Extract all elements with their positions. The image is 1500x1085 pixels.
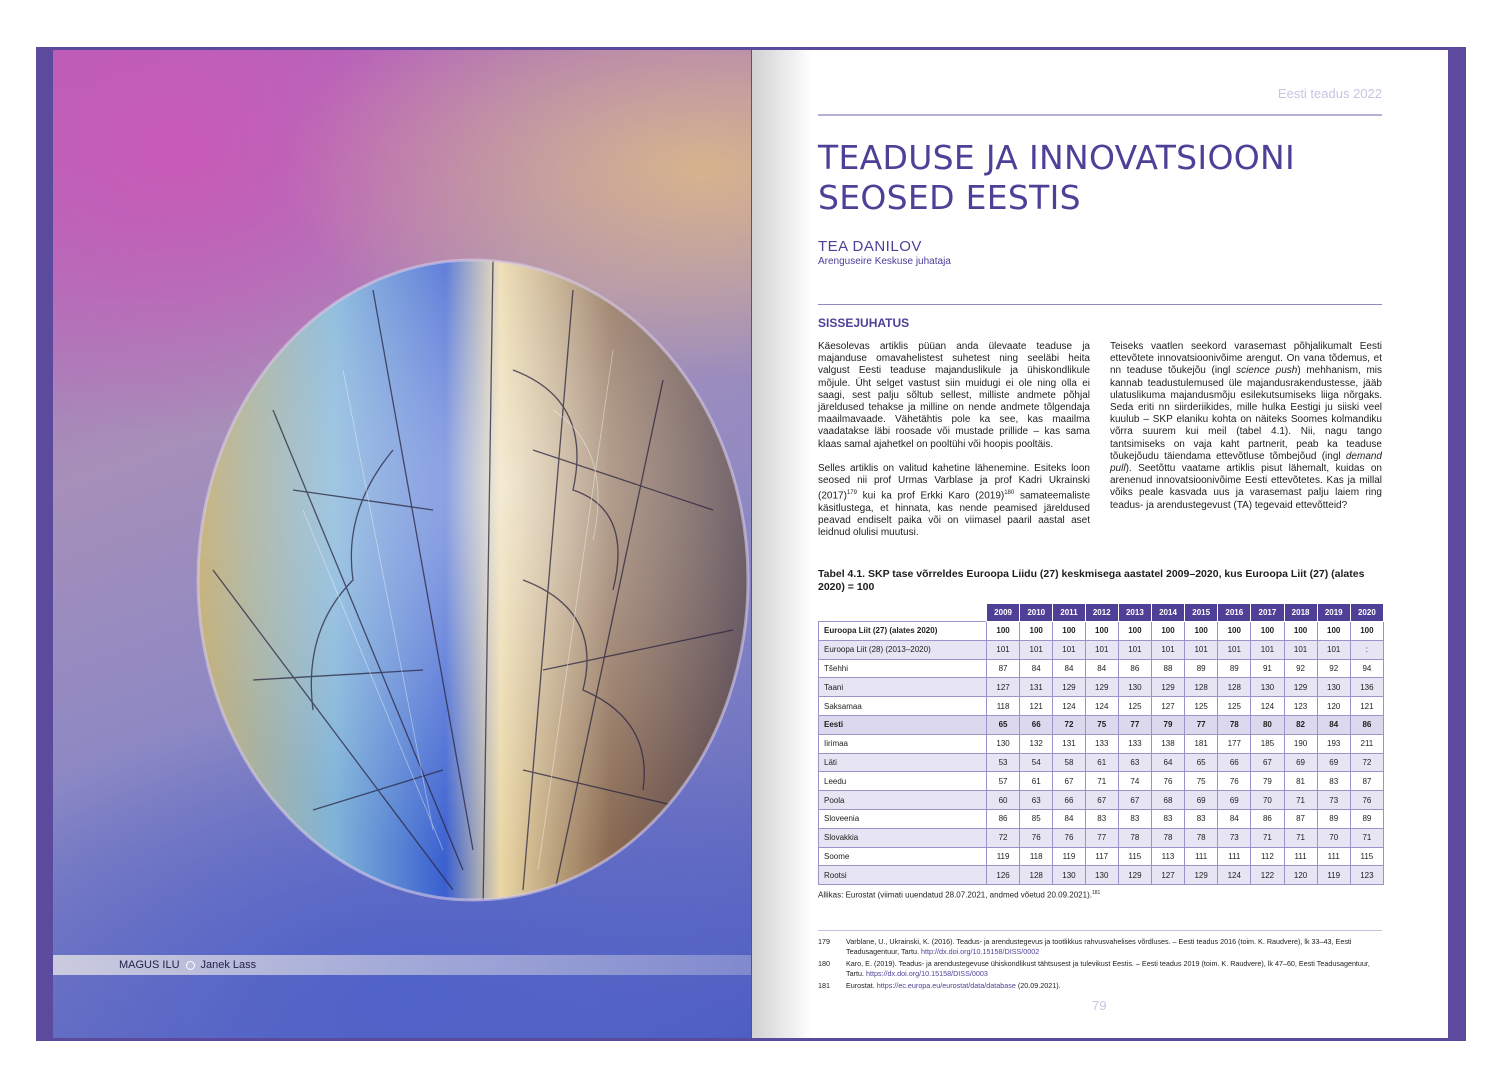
- table-cell: 190: [1284, 734, 1317, 753]
- table-cell: 122: [1251, 866, 1284, 885]
- footnote-tail: (20.09.2021).: [1015, 981, 1061, 990]
- footnote-ref: 181: [1091, 890, 1101, 896]
- table-cell: 130: [1251, 678, 1284, 697]
- paragraph: [818, 463, 1090, 540]
- table-cell: 119: [1317, 866, 1350, 885]
- footnote-body: Eurostat.: [846, 981, 877, 990]
- header-corner: [819, 604, 987, 622]
- row-label: Taani: [819, 678, 987, 697]
- table-cell: 91: [1251, 659, 1284, 678]
- footnote: [818, 981, 1384, 991]
- table-cell: 101: [987, 640, 1020, 659]
- table-cell: 128: [1020, 866, 1053, 885]
- table-cell: 84: [1085, 659, 1118, 678]
- table-cell: 115: [1350, 847, 1383, 866]
- table-cell: 125: [1118, 697, 1151, 716]
- table-cell: 101: [1053, 640, 1085, 659]
- text-column-left: [818, 341, 1090, 551]
- source-text: Allikas: Eurostat (viimati uuendatud 28.07.2021, andmed võetud 20.09.2021).: [818, 890, 1092, 900]
- table-cell: 67: [1085, 791, 1118, 810]
- table-cell: 111: [1218, 847, 1251, 866]
- source-note: [818, 890, 1100, 900]
- table-cell: 77: [1118, 715, 1151, 734]
- text-run: Selles artiklis on valitud kahetine lähenemine. Esiteks loon seosed nii prof Urmas Varblase ja prof Kadri Ukrainski (2017): [818, 462, 1090, 502]
- paragraph: Käesolevas artiklis püüan anda ülevaate teaduse ja majanduse omavahelistest suhetest ning seeläbi heita valgust Eesti teaduse majanduslikule ja ühiskondlikule mõjule. Üht selget vastust siin muidugi ei ole ning olla ei saagi, sest palju sõltub sellest, milliste andmete põhjal järeldused tehakse ja milline on nende andmete tõlgendaja maailmavaade. Vähetähtis pole ka see, kas maailma vaadatakse läbi roosade või mustade prillide – kas sama klaas samal ajahetkel on pooltühi või hoopis pooltäis.: [818, 341, 1090, 450]
- column-header-2010: 2010: [1020, 604, 1053, 622]
- photo-caption: [53, 955, 751, 975]
- table-cell: 100: [1284, 622, 1317, 641]
- row-label: Saksamaa: [819, 697, 987, 716]
- italic-term: demand pull: [1110, 450, 1382, 475]
- table-cell: 100: [1251, 622, 1284, 641]
- text-run: samateemaliste käsitlustega, et hinnata, kas nende peamised järeldused peavad endiselt paika või on viimasel paaril aastal aset leidnud olulisi muutusi.: [818, 490, 1091, 539]
- column-header-2018: 2018: [1284, 604, 1317, 622]
- table-cell: 58: [1053, 753, 1085, 772]
- table-cell: 86: [1251, 809, 1284, 828]
- table-cell: 84: [1053, 809, 1085, 828]
- table-cell: 63: [1020, 791, 1053, 810]
- table-cell: 115: [1118, 847, 1151, 866]
- gdp-table: [818, 603, 1384, 885]
- author-affiliation: Arenguseire Keskuse juhataja: [818, 256, 951, 267]
- table-cell: 123: [1284, 697, 1317, 716]
- table-cell: 129: [1284, 678, 1317, 697]
- table-cell: 124: [1053, 697, 1085, 716]
- footnote-ref: 179: [846, 490, 857, 497]
- table-cell: 78: [1151, 828, 1184, 847]
- table-cell: 84: [1020, 659, 1053, 678]
- table-cell: 113: [1151, 847, 1184, 866]
- table-cell: 86: [1350, 715, 1383, 734]
- text-column-right: [1110, 341, 1382, 524]
- table-cell: 75: [1185, 772, 1218, 791]
- row-label: Sloveenia: [819, 809, 987, 828]
- table-cell: 77: [1085, 828, 1118, 847]
- column-header-2017: 2017: [1251, 604, 1284, 622]
- table-cell: 129: [1118, 866, 1151, 885]
- text-run: ) mehhanism, mis kannab teadustulemused üle majandusrakendustesse, jääb ulatuslikuma majandusmõju esilekutsumiseks liiga nõrgaks. Seda eriti nn siirderiikides, mille hulka Eestigi ju siiski veel kuulub – SKP elaniku kohta on näiteks Soomes kolmandiku võrra suurem kui meil (tabel 4.1). Nii, nagu tango tantsimiseks on vaja kaht partnerit, peab ka teaduse tõukejõudu täiendama ettevõtluse tõmbejõud (ingl: [1110, 365, 1383, 462]
- table-cell: 100: [1185, 622, 1218, 641]
- row-label: Läti: [819, 753, 987, 772]
- table-cell: 76: [1053, 828, 1085, 847]
- footnote-body: Varblane, U., Ukrainski, K. (2016). Teadus- ja arendustegevus ja tootlikkus rahvusvahelises võrdluses. – Eesti teadus 2016 (toim. K. Raudvere), lk 33–43, Eesti Teadusagentuur, Tartu.: [846, 937, 1352, 956]
- table-cell: 125: [1218, 697, 1251, 716]
- table-cell: 77: [1185, 715, 1218, 734]
- row-label: Soome: [819, 847, 987, 866]
- text-run: Teiseks vaatlen seekord varasemast põhjalikumalt Eesti ettevõtete innovatsioonivõime arengut. On vana tõdemus, et nn teaduse tõukejõu (ingl: [1110, 341, 1382, 377]
- table-cell: 69: [1284, 753, 1317, 772]
- table-cell: 81: [1284, 772, 1317, 791]
- caption-series: MAGUS ILU: [119, 959, 180, 971]
- footnote: [818, 937, 1384, 957]
- table-cell: 79: [1251, 772, 1284, 791]
- table-cell: 84: [1053, 659, 1085, 678]
- table-cell: 78: [1218, 715, 1251, 734]
- table-row: [819, 753, 1384, 772]
- running-head: Eesti teadus 2022: [1277, 86, 1382, 101]
- table-cell: 124: [1218, 866, 1251, 885]
- table-cell: 89: [1218, 659, 1251, 678]
- footnote-number: 181: [818, 981, 830, 990]
- table-cell: 83: [1185, 809, 1218, 828]
- table-cell: 119: [987, 847, 1020, 866]
- table-cell: 193: [1317, 734, 1350, 753]
- section-heading: SISSEJUHATUS: [818, 316, 910, 330]
- table-cell: 80: [1251, 715, 1284, 734]
- section-rule: [818, 304, 1382, 305]
- table-cell: 65: [1185, 753, 1218, 772]
- footnote-text: [846, 937, 1384, 957]
- table-cell: 71: [1251, 828, 1284, 847]
- title-line-1: TEADUSE JA INNOVATSIOONI: [818, 138, 1296, 177]
- row-label: Leedu: [819, 772, 987, 791]
- table-cell: 61: [1020, 772, 1053, 791]
- table-cell: 76: [1151, 772, 1184, 791]
- table-cell: 89: [1185, 659, 1218, 678]
- table-cell: 76: [1218, 772, 1251, 791]
- table-cell: 75: [1085, 715, 1118, 734]
- top-rule: [818, 114, 1382, 116]
- column-header-2014: 2014: [1151, 604, 1184, 622]
- table-cell: 101: [1284, 640, 1317, 659]
- column-header-2011: 2011: [1053, 604, 1085, 622]
- table-cell: 127: [1151, 866, 1184, 885]
- table-cell: 130: [1317, 678, 1350, 697]
- table-cell: 85: [1020, 809, 1053, 828]
- table-body: [819, 622, 1384, 885]
- table-cell: 73: [1317, 791, 1350, 810]
- table-cell: 101: [1218, 640, 1251, 659]
- table-cell: 84: [1317, 715, 1350, 734]
- table-cell: 133: [1085, 734, 1118, 753]
- table-cell: 64: [1151, 753, 1184, 772]
- table-row: [819, 734, 1384, 753]
- table-cell: 83: [1085, 809, 1118, 828]
- table-cell: 71: [1284, 828, 1317, 847]
- table-cell: 60: [987, 791, 1020, 810]
- crystal-photo: [193, 250, 751, 910]
- table-cell: 138: [1151, 734, 1184, 753]
- row-label: Euroopa Liit (28) (2013–2020): [819, 640, 987, 659]
- footnote-link[interactable]: https://dx.doi.org/10.15158/DISS/0003: [865, 969, 988, 978]
- table-cell: 68: [1151, 791, 1184, 810]
- table-cell: 79: [1151, 715, 1184, 734]
- table-cell: 89: [1317, 809, 1350, 828]
- circle-separator-icon: [186, 961, 195, 970]
- table-cell: 100: [1218, 622, 1251, 641]
- table-cell: 66: [1053, 791, 1085, 810]
- column-header-2009: 2009: [987, 604, 1020, 622]
- row-label: Eesti: [819, 715, 987, 734]
- row-label: Rootsi: [819, 866, 987, 885]
- paragraph: [1110, 341, 1382, 512]
- table-cell: 128: [1218, 678, 1251, 697]
- table-cell: 177: [1218, 734, 1251, 753]
- table-cell: 101: [1185, 640, 1218, 659]
- table-cell: 74: [1118, 772, 1151, 791]
- table-cell: 69: [1218, 791, 1251, 810]
- table-cell: 78: [1185, 828, 1218, 847]
- table-cell: 118: [1020, 847, 1053, 866]
- table-cell: 53: [987, 753, 1020, 772]
- table-cell: 181: [1185, 734, 1218, 753]
- table-row: [819, 640, 1384, 659]
- column-header-2016: 2016: [1218, 604, 1251, 622]
- table-cell: 132: [1020, 734, 1053, 753]
- table-cell: 100: [1053, 622, 1085, 641]
- footnote-link[interactable]: http://dx.doi.org/10.15158/DISS/0002: [921, 947, 1040, 956]
- table-cell: 119: [1053, 847, 1085, 866]
- table-row: [819, 678, 1384, 697]
- italic-term: science push: [1236, 365, 1298, 377]
- table-cell: 84: [1218, 809, 1251, 828]
- footnote-body: Karo, E. (2019). Teadus- ja arendustegevuse ühiskondlikust tähtsusest ja tulevikust Eestis. – Eesti teadus 2019 (toim. K. Raudvere), lk 47–60, Eesti Teadusagentuur, Tartu.: [846, 959, 1370, 978]
- column-header-2015: 2015: [1185, 604, 1218, 622]
- row-label: Slovakkia: [819, 828, 987, 847]
- table-row: [819, 622, 1384, 641]
- table-cell: 117: [1085, 847, 1118, 866]
- table-cell: 61: [1085, 753, 1118, 772]
- table-cell: 100: [1151, 622, 1184, 641]
- table-cell: 100: [987, 622, 1020, 641]
- table-row: [819, 866, 1384, 885]
- table-cell: 87: [987, 659, 1020, 678]
- table-cell: 127: [1151, 697, 1184, 716]
- table-row: [819, 697, 1384, 716]
- table-cell: 72: [987, 828, 1020, 847]
- table-cell: 101: [1118, 640, 1151, 659]
- table-row: [819, 828, 1384, 847]
- table-cell: 71: [1284, 791, 1317, 810]
- table-cell: 72: [1350, 753, 1383, 772]
- table-cell: 126: [987, 866, 1020, 885]
- column-header-2013: 2013: [1118, 604, 1151, 622]
- row-label: Poola: [819, 791, 987, 810]
- table-cell: 129: [1085, 678, 1118, 697]
- table-cell: 128: [1185, 678, 1218, 697]
- table-cell: 76: [1020, 828, 1053, 847]
- footnote-ref: 180: [1004, 490, 1015, 497]
- table-cell: 129: [1053, 678, 1085, 697]
- title-line-2: SEOSED EESTIS: [818, 178, 1081, 217]
- table-cell: 100: [1317, 622, 1350, 641]
- table-cell: 88: [1151, 659, 1184, 678]
- table-cell: 63: [1118, 753, 1151, 772]
- table-cell: 100: [1020, 622, 1053, 641]
- table-cell: 82: [1284, 715, 1317, 734]
- page-number: 79: [1092, 998, 1107, 1013]
- author-name: TEA DANILOV: [818, 238, 922, 255]
- table-cell: :: [1350, 640, 1383, 659]
- table-cell: 92: [1317, 659, 1350, 678]
- table-cell: 67: [1053, 772, 1085, 791]
- table-cell: 87: [1350, 772, 1383, 791]
- table-cell: 129: [1151, 678, 1184, 697]
- text-run: ). Seetõttu vaatame artiklis pisut lähemalt, kuidas on arenenud innovatsioonivõime Eesti ettevõtetes. Kas ja millal võiks peale kasvada uus ja varasemast palju laiem ring teadus- ja arendustegevust (TA) tegevaid ettevõtteid?: [1110, 463, 1382, 511]
- table-cell: 86: [987, 809, 1020, 828]
- row-label: Euroopa Liit (27) (alates 2020): [819, 622, 987, 641]
- table-cell: 120: [1284, 866, 1317, 885]
- table-cell: 66: [1020, 715, 1053, 734]
- table-cell: 67: [1118, 791, 1151, 810]
- table-cell: 121: [1020, 697, 1053, 716]
- table-cell: 130: [987, 734, 1020, 753]
- table-cell: 89: [1350, 809, 1383, 828]
- table-cell: 65: [987, 715, 1020, 734]
- footnote-number: 180: [818, 959, 830, 968]
- table-cell: 83: [1118, 809, 1151, 828]
- table-cell: 83: [1151, 809, 1184, 828]
- column-header-2019: 2019: [1317, 604, 1350, 622]
- table-cell: 66: [1218, 753, 1251, 772]
- table-cell: 70: [1317, 828, 1350, 847]
- column-header-2020: 2020: [1350, 604, 1383, 622]
- table-cell: 136: [1350, 678, 1383, 697]
- table-cell: 133: [1118, 734, 1151, 753]
- gutter-shadow: [752, 50, 812, 1038]
- table-cell: 129: [1185, 866, 1218, 885]
- footnote-text: [846, 981, 1061, 991]
- table-cell: 131: [1020, 678, 1053, 697]
- footnote-number: 179: [818, 937, 830, 946]
- table-cell: 130: [1085, 866, 1118, 885]
- table-cell: 123: [1350, 866, 1383, 885]
- table-cell: 83: [1317, 772, 1350, 791]
- table-cell: 71: [1085, 772, 1118, 791]
- table-cell: 185: [1251, 734, 1284, 753]
- table-cell: 121: [1350, 697, 1383, 716]
- photo-page: [53, 50, 751, 1038]
- table-cell: 101: [1251, 640, 1284, 659]
- table-cell: 111: [1317, 847, 1350, 866]
- table-cell: 101: [1317, 640, 1350, 659]
- table-row: [819, 772, 1384, 791]
- table-cell: 127: [987, 678, 1020, 697]
- table-cell: 101: [1020, 640, 1053, 659]
- footnote-rule: [818, 930, 1382, 931]
- article-page: [752, 50, 1448, 1038]
- table-cell: 92: [1284, 659, 1317, 678]
- footnotes: [818, 937, 1384, 993]
- table-header-row: [819, 604, 1384, 622]
- table-cell: 87: [1284, 809, 1317, 828]
- table-cell: 118: [987, 697, 1020, 716]
- table-cell: 100: [1350, 622, 1383, 641]
- table-cell: 73: [1218, 828, 1251, 847]
- table-cell: 69: [1317, 753, 1350, 772]
- table-cell: 76: [1350, 791, 1383, 810]
- table-cell: 54: [1020, 753, 1053, 772]
- table-cell: 69: [1185, 791, 1218, 810]
- table-cell: 67: [1251, 753, 1284, 772]
- text-run: kui ka prof Erkki Karo (2019): [856, 490, 1005, 502]
- table-cell: 78: [1118, 828, 1151, 847]
- table-cell: 57: [987, 772, 1020, 791]
- table-cell: 71: [1350, 828, 1383, 847]
- table-cell: 130: [1118, 678, 1151, 697]
- article-title: [818, 138, 1382, 218]
- row-label: Tšehhi: [819, 659, 987, 678]
- column-header-2012: 2012: [1085, 604, 1118, 622]
- footnote: [818, 959, 1384, 979]
- footnote-link[interactable]: https://ec.europa.eu/eurostat/data/database: [876, 981, 1016, 990]
- table-cell: 131: [1053, 734, 1085, 753]
- table-cell: 211: [1350, 734, 1383, 753]
- table-title: Tabel 4.1. SKP tase võrreldes Euroopa Liidu (27) keskmisega aastatel 2009–2020, kus Euroopa Liit (27) (alates 2020) = 100: [818, 568, 1365, 593]
- table-cell: 100: [1118, 622, 1151, 641]
- table-cell: 112: [1251, 847, 1284, 866]
- table-row: [819, 809, 1384, 828]
- table-cell: 120: [1317, 697, 1350, 716]
- table-cell: 100: [1085, 622, 1118, 641]
- footnote-text: [846, 959, 1384, 979]
- table-cell: 124: [1251, 697, 1284, 716]
- table-cell: 124: [1085, 697, 1118, 716]
- table-cell: 101: [1085, 640, 1118, 659]
- row-label: Iirimaa: [819, 734, 987, 753]
- table-row: [819, 659, 1384, 678]
- table-cell: 111: [1185, 847, 1218, 866]
- table-row: [819, 847, 1384, 866]
- table-cell: 70: [1251, 791, 1284, 810]
- table-cell: 111: [1284, 847, 1317, 866]
- table-cell: 130: [1053, 866, 1085, 885]
- table-cell: 86: [1118, 659, 1151, 678]
- table-row: [819, 791, 1384, 810]
- caption-author: Janek Lass: [200, 959, 257, 971]
- table-row: [819, 715, 1384, 734]
- table-cell: 72: [1053, 715, 1085, 734]
- table-cell: 125: [1185, 697, 1218, 716]
- table-cell: 94: [1350, 659, 1383, 678]
- table-cell: 101: [1151, 640, 1184, 659]
